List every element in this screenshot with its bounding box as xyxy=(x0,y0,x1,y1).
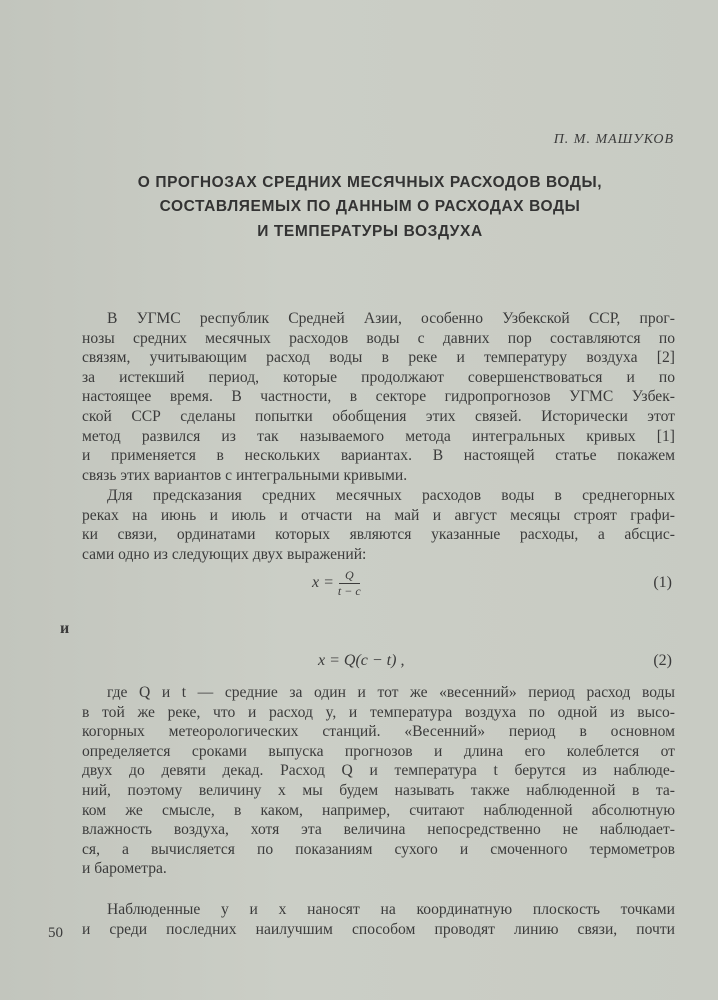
text-line: и барометра. xyxy=(82,860,167,878)
text-line: ся, а вычисляется по показаниям сухого и смоченного термометров xyxy=(82,840,675,858)
equation-number-1: (1) xyxy=(653,574,672,591)
text-line: ком же смысле, в каком, например, считают наблюденной абсолютную xyxy=(82,801,675,819)
conjunction: и xyxy=(60,620,70,637)
numerator: Q xyxy=(339,568,360,584)
text-line: связь этих вариантов с интегральными кривыми. xyxy=(82,466,408,484)
text-line: когорных метеорологических станций. «Весенний» период в основном xyxy=(82,723,675,741)
text-line: нозы средних месячных расходов воды с давних пор составляются по xyxy=(82,329,675,347)
text-line: реках на июнь и июль и отчасти на май и август месяцы строят графи- xyxy=(82,506,675,524)
fraction xyxy=(338,568,361,599)
text-line: ний, поэтому величину x мы будем называть также наблюденной в та- xyxy=(82,782,675,799)
text-line: Наблюденные y и x наносят на координатную плоскость точками xyxy=(107,901,675,918)
author: П. М. МАШУКОВ xyxy=(553,132,674,147)
text-line: связям, учитывающим расход воды в реке и температуру воздуха [2] xyxy=(82,349,675,367)
text-line: и применяется в нескольких вариантах. В настоящей статье покажем xyxy=(82,447,675,465)
text-line: двух до девяти декад. Расход Q и температура t берутся из наблюде- xyxy=(82,762,675,780)
title-line: О ПРОГНОЗАХ СРЕДНИХ МЕСЯЧНЫХ РАСХОДОВ ВОДЫ, xyxy=(137,174,603,191)
text-line: ской ССР сделаны попытки обобщения этих связей. Исторически этот xyxy=(82,408,675,425)
text-line: Для предсказания средних месячных расходов воды в среднегорных xyxy=(107,487,675,504)
formula-2: x = Q(c − t) , xyxy=(318,652,405,669)
page-number: 50 xyxy=(48,925,63,941)
text-line: влажность воздуха, хотя эта величина непосредственно не наблюдает- xyxy=(82,821,675,839)
text-line: ки связи, ординатами которых являются указанные расходы, а абсцис- xyxy=(82,526,675,544)
text-line: и среди последних наилучшим способом проводят линию связи, почти xyxy=(82,920,675,938)
equation-number-2: (2) xyxy=(653,652,672,669)
text-line: сами одно из следующих двух выражений: xyxy=(82,545,367,563)
text-line: определяется сроками выпуска прогнозов и длина его колеблется от xyxy=(82,742,675,760)
denominator: t − c xyxy=(337,584,361,598)
text-line: где Q и t — средние за один и тот же «весенний» период расход воды xyxy=(107,684,675,701)
text-line: в той же реке, что и расход y, и температура воздуха по одной из высо- xyxy=(82,703,675,721)
text-line: настоящее время. В частности, в секторе гидропрогнозов УГМС Узбек- xyxy=(82,388,675,406)
formula-1 xyxy=(312,568,361,599)
title-line: И ТЕМПЕРАТУРЫ ВОЗДУХА xyxy=(257,223,483,240)
text-line: метод развился из так называемого метода интегральных кривых [1] xyxy=(82,427,675,445)
text-line: В УГМС республик Средней Азии, особенно Узбекской ССР, прог- xyxy=(107,310,675,327)
text-line: за истекший период, которые продолжают совершенствоваться и по xyxy=(82,368,675,386)
title-line: СОСТАВЛЯЕМЫХ ПО ДАННЫМ О РАСХОДАХ ВОДЫ xyxy=(159,198,581,215)
formula-lhs: x = xyxy=(312,574,334,592)
